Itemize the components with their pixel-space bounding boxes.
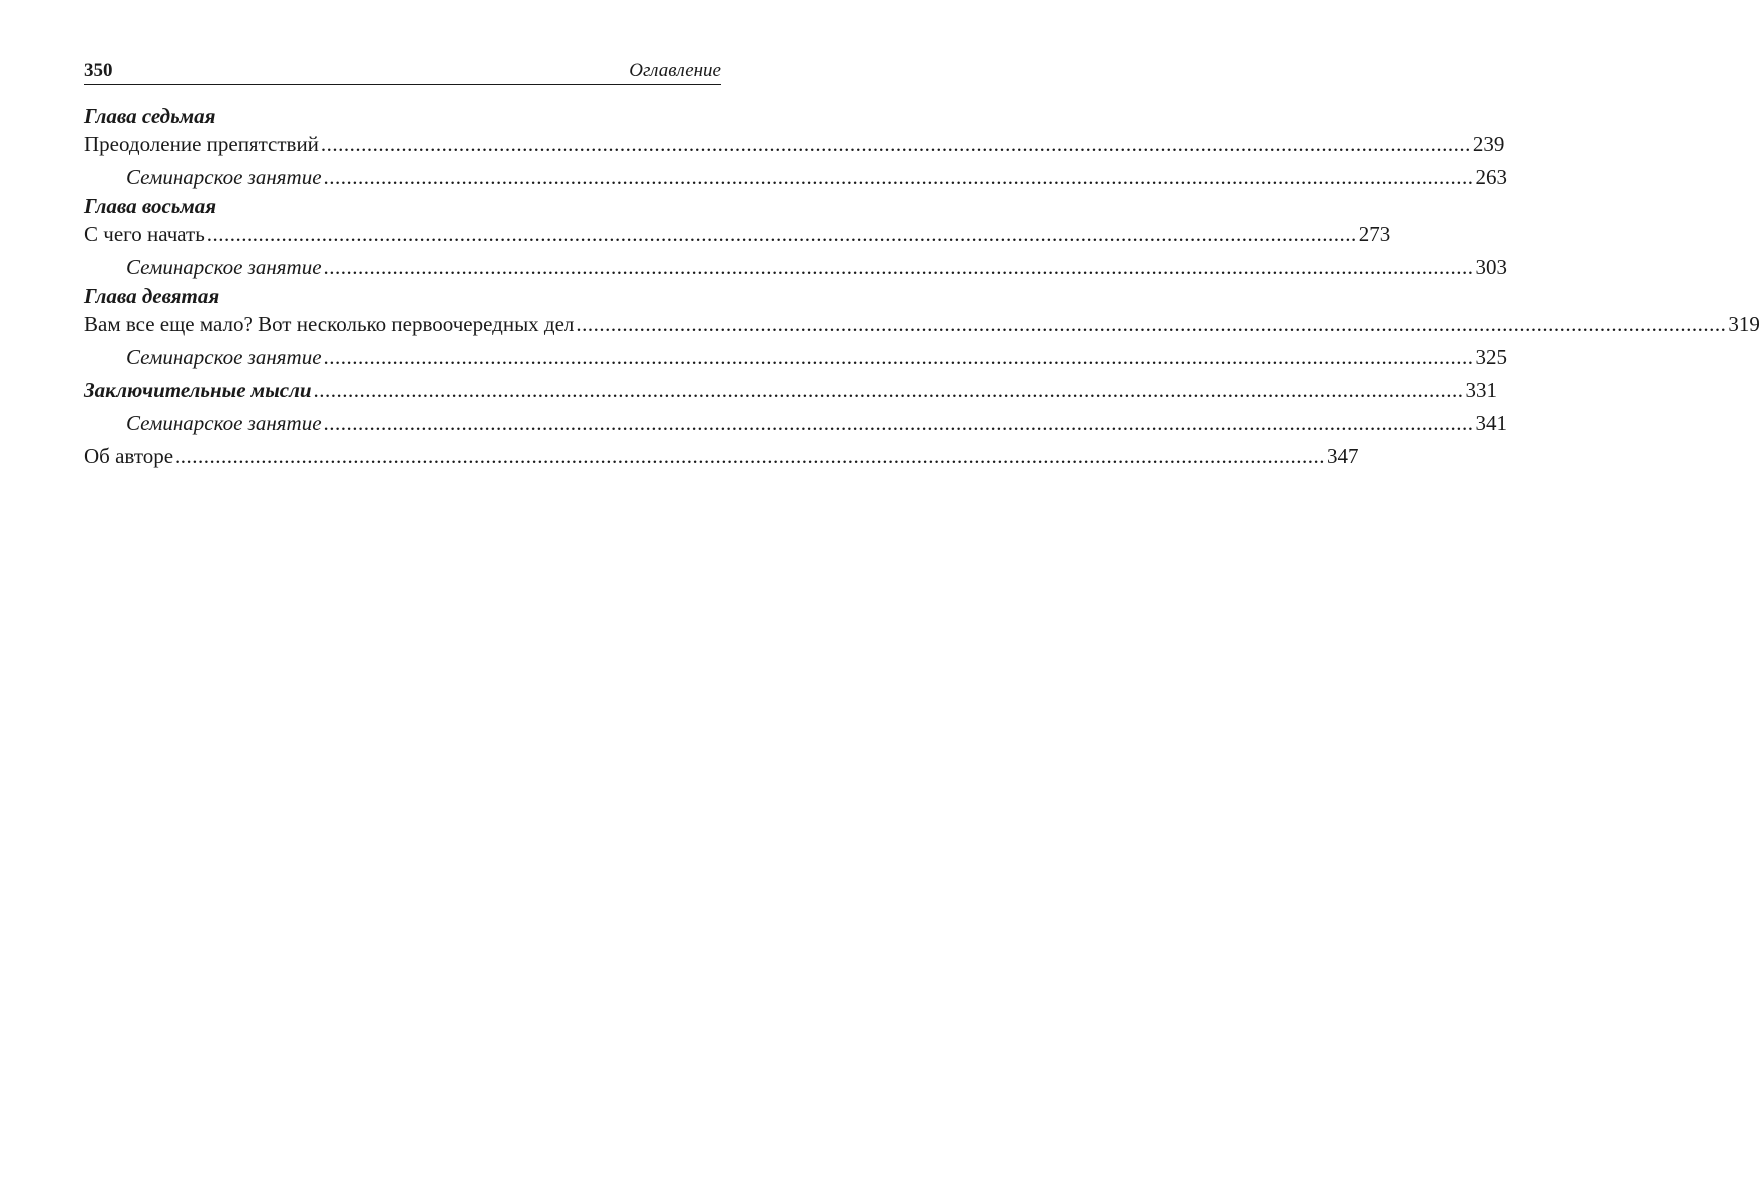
toc-subentry-page: 263 <box>1475 165 1508 189</box>
dot-leader: ........................................................................................................................................................................................................ <box>323 165 1474 189</box>
dot-leader: ........................................................................................................................................................................................................ <box>323 345 1474 369</box>
toc-subentry-page: 325 <box>1475 345 1508 369</box>
table-of-contents <box>84 104 1760 473</box>
chapter-heading: Глава восьмая <box>84 194 217 218</box>
chapter-heading: Глава девятая <box>84 284 220 308</box>
chapter-heading: Глава седьмая <box>84 104 216 128</box>
toc-subentry-page: 303 <box>1475 255 1508 279</box>
toc-subentry <box>84 341 1508 374</box>
toc-subentry-title: Семинарское занятие <box>126 411 322 435</box>
dot-leader: ........................................................................................................................................................................................................ <box>206 222 1357 246</box>
dot-leader: ........................................................................................................................................................................................................ <box>175 444 1326 468</box>
toc-entry-page: 273 <box>1358 222 1391 246</box>
toc-subentry-page: 341 <box>1475 411 1508 435</box>
toc-subentry-title: Семинарское занятие <box>126 345 322 369</box>
toc-subentry <box>84 407 1508 440</box>
toc-entry <box>84 218 1391 251</box>
toc-subentry-title: Семинарское занятие <box>126 255 322 279</box>
toc-entry <box>84 128 1505 161</box>
page-number: 350 <box>84 60 113 81</box>
toc-subentry <box>84 161 1508 194</box>
dot-leader: ........................................................................................................................................................................................................ <box>323 411 1474 435</box>
toc-entry <box>84 308 1760 341</box>
toc-entry-title: С чего начать <box>84 222 205 246</box>
running-header <box>84 58 721 85</box>
toc-entry-title: Вам все еще мало? Вот несколько первоочередных дел <box>84 312 575 336</box>
dot-leader: ........................................................................................................................................................................................................ <box>323 255 1474 279</box>
dot-leader: ........................................................................................................................................................................................................ <box>313 378 1464 402</box>
toc-entry-closing <box>84 374 1498 407</box>
dot-leader: ........................................................................................................................................................................................................ <box>320 132 1471 156</box>
dot-leader: ........................................................................................................................................................................................................ <box>576 312 1727 336</box>
toc-entry-page: 239 <box>1472 132 1505 156</box>
toc-entry-page: 347 <box>1327 444 1359 468</box>
section-title: Оглавление <box>629 60 721 81</box>
toc-entry-page: 331 <box>1465 378 1498 402</box>
toc-entry-title: Преодоление препятствий <box>84 132 319 156</box>
toc-subentry-title: Семинарское занятие <box>126 165 322 189</box>
toc-entry-about <box>84 440 1359 473</box>
toc-entry-title: Об авторе <box>84 444 174 468</box>
toc-entry-page: 319 <box>1728 312 1760 336</box>
toc-subentry <box>84 251 1508 284</box>
toc-entry-title: Заключительные мысли <box>84 378 312 402</box>
